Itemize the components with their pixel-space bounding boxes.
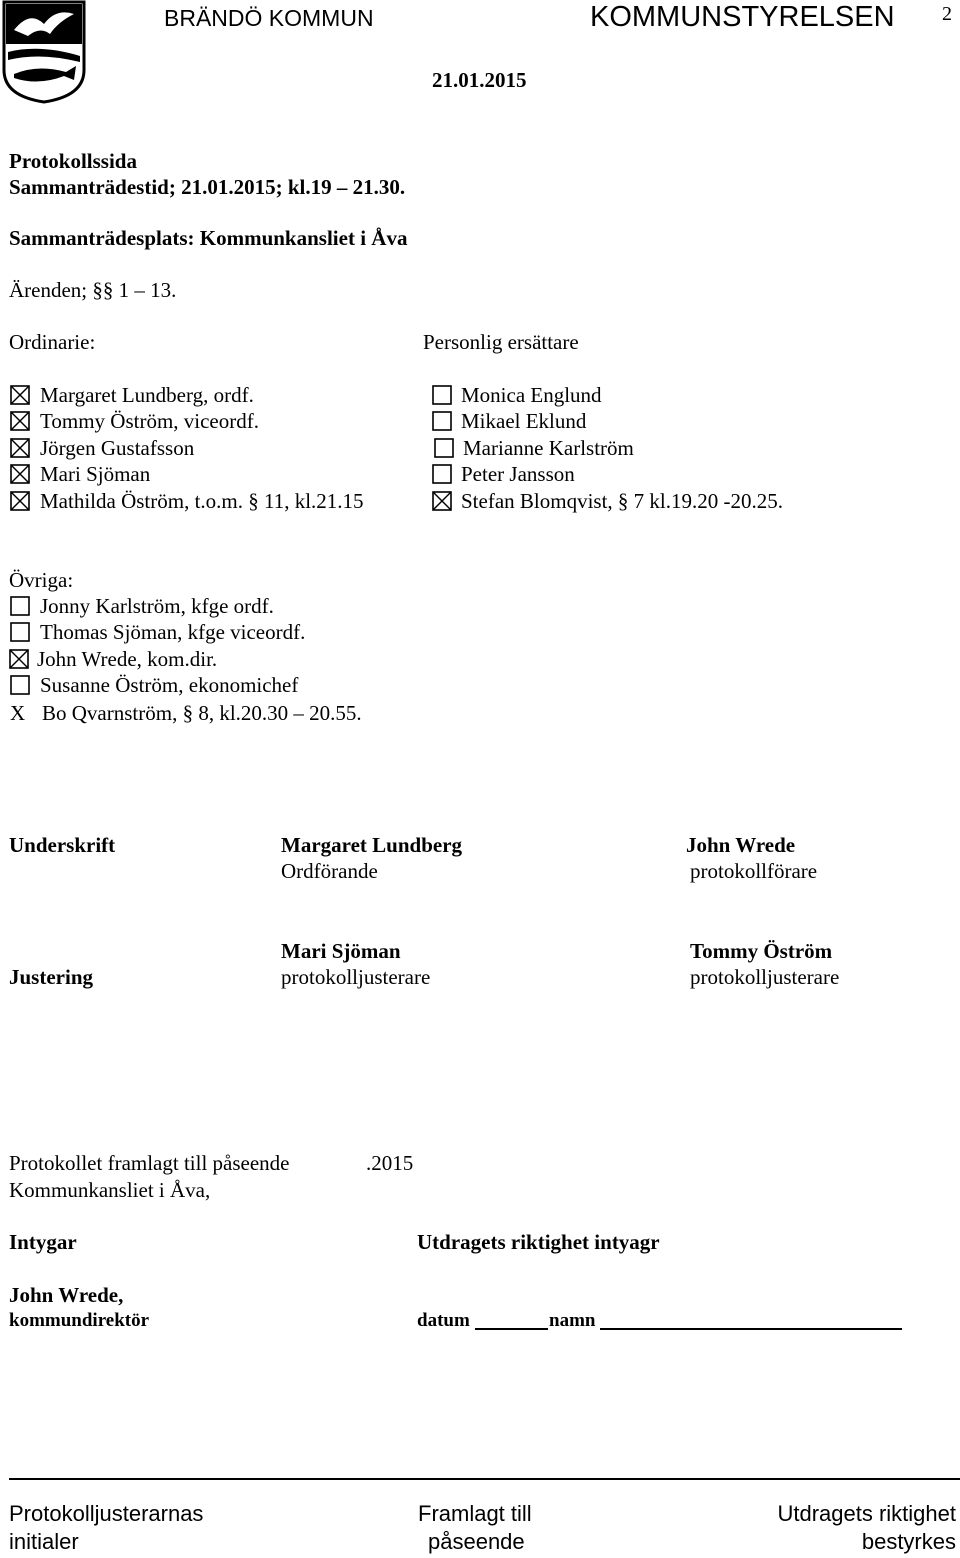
other-attendee-name: John Wrede, kom.dir. bbox=[37, 647, 218, 671]
other-attendee-name: Thomas Sjöman, kfge viceordf. bbox=[40, 620, 306, 644]
ordinary-member-name: Jörgen Gustafsson bbox=[40, 436, 195, 460]
secretary-role: protokollförare bbox=[690, 859, 818, 883]
meeting-place: Sammanträdesplats: Kommunkansliet i Åva bbox=[9, 226, 408, 250]
adjuster1-name: Mari Sjöman bbox=[281, 939, 401, 963]
checkbox-substitute-3[interactable] bbox=[432, 464, 452, 484]
other-attendee-name: Jonny Karlström, kfge ordf. bbox=[40, 594, 274, 618]
others-label: Övriga: bbox=[9, 568, 74, 592]
checkbox-ordinary-4[interactable] bbox=[10, 491, 30, 511]
certifier-role: kommundirektör bbox=[9, 1310, 150, 1331]
checkbox-ordinary-2[interactable] bbox=[10, 438, 30, 458]
substitute-name: Stefan Blomqvist, § 7 kl.19.20 -20.25. bbox=[461, 489, 783, 513]
footer-col1-line1: Protokolljusterarnas bbox=[9, 1501, 204, 1526]
checkbox-substitute-4[interactable] bbox=[432, 491, 452, 511]
ordinary-member-name: Margaret Lundberg, ordf. bbox=[40, 383, 254, 407]
footer-divider bbox=[9, 1478, 960, 1480]
ordinary-label: Ordinarie: bbox=[9, 330, 96, 354]
chair-name: Margaret Lundberg bbox=[281, 833, 463, 857]
other-attendee-name: Susanne Öström, ekonomichef bbox=[40, 673, 299, 697]
page-number: 2 bbox=[942, 3, 952, 25]
justering-label: Justering bbox=[9, 965, 93, 989]
footer-col3-line2: bestyrkes bbox=[861, 1529, 956, 1554]
checkbox-other-1[interactable] bbox=[10, 622, 30, 642]
utdrag-label: Utdragets riktighet intyagr bbox=[417, 1230, 660, 1254]
meeting-datetime: Sammanträdestid; 21.01.2015; kl.19 – 21.30. bbox=[9, 175, 406, 199]
underskrift-label: Underskrift bbox=[9, 833, 116, 857]
municipality-name: BRÄNDÖ KOMMUN bbox=[164, 5, 374, 31]
datum-line[interactable] bbox=[475, 1328, 548, 1330]
intygar-label: Intygar bbox=[9, 1230, 77, 1254]
checkbox-other-3[interactable] bbox=[10, 675, 30, 695]
checkbox-substitute-2[interactable] bbox=[434, 438, 454, 458]
checkbox-ordinary-3[interactable] bbox=[10, 464, 30, 484]
substitute-name: Marianne Karlström bbox=[463, 436, 634, 460]
checkbox-other-2[interactable] bbox=[9, 649, 29, 669]
checkbox-ordinary-0[interactable] bbox=[10, 385, 30, 405]
substitute-name: Monica Englund bbox=[461, 383, 602, 407]
adjuster1-role: protokolljusterare bbox=[281, 965, 431, 989]
namn-line[interactable] bbox=[600, 1328, 902, 1330]
chair-role: Ordförande bbox=[281, 859, 378, 883]
substitute-name: Mikael Eklund bbox=[461, 409, 587, 433]
coat-of-arms-logo bbox=[0, 0, 88, 104]
posting-year: .2015 bbox=[366, 1151, 414, 1175]
posting-place: Kommunkansliet i Åva, bbox=[9, 1178, 211, 1202]
footer-col2-line2: påseende bbox=[428, 1529, 525, 1554]
namn-label: namn bbox=[549, 1310, 596, 1331]
adjuster2-role: protokolljusterare bbox=[690, 965, 840, 989]
substitute-name: Peter Jansson bbox=[461, 462, 575, 486]
board-name: KOMMUNSTYRELSEN bbox=[590, 1, 895, 33]
checkbox-substitute-1[interactable] bbox=[432, 411, 452, 431]
adjuster2-name: Tommy Öström bbox=[690, 939, 833, 963]
substitute-label: Personlig ersättare bbox=[423, 330, 579, 354]
checkbox-substitute-0[interactable] bbox=[432, 385, 452, 405]
ordinary-member-name: Tommy Öström, viceordf. bbox=[40, 409, 259, 433]
header-date: 21.01.2015 bbox=[432, 68, 527, 92]
ordinary-member-name: Mathilda Öström, t.o.m. § 11, kl.21.15 bbox=[40, 489, 364, 513]
ordinary-member-name: Mari Sjöman bbox=[40, 462, 151, 486]
secretary-name: John Wrede bbox=[686, 833, 796, 857]
checkbox-ordinary-1[interactable] bbox=[10, 411, 30, 431]
footer-col3-line1: Utdragets riktighet bbox=[777, 1501, 956, 1526]
checkbox-other-0[interactable] bbox=[10, 596, 30, 616]
certifier-name: John Wrede, bbox=[9, 1283, 124, 1307]
page-title: Protokollssida bbox=[9, 149, 137, 173]
posting-line: Protokollet framlagt till påseende bbox=[9, 1151, 290, 1175]
footer-col2-line1: Framlagt till bbox=[418, 1501, 532, 1526]
meeting-items: Ärenden; §§ 1 – 13. bbox=[9, 278, 177, 302]
extra-attendee-name: Bo Qvarnström, § 8, kl.20.30 – 20.55. bbox=[42, 701, 362, 725]
extra-attendee-mark: X bbox=[10, 701, 26, 725]
datum-label: datum bbox=[417, 1310, 470, 1331]
footer-col1-line2: initialer bbox=[9, 1529, 79, 1554]
